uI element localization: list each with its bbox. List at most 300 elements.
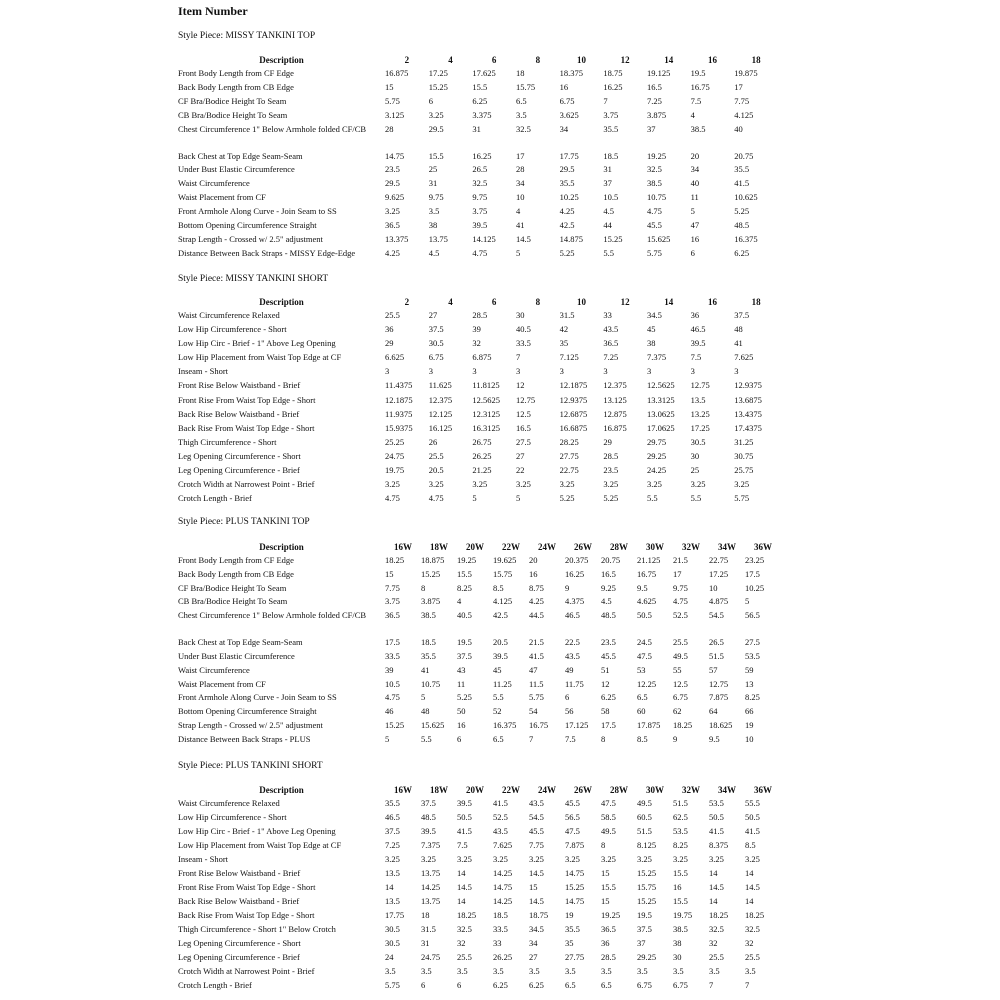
size-header: 20W	[466, 542, 484, 552]
table-row	[178, 235, 778, 249]
measurement-value: 41.5	[745, 826, 760, 836]
measurement-value: 51.5	[637, 826, 652, 836]
measurement-value: 4.875	[709, 596, 729, 607]
spec-table-missy-short	[178, 298, 778, 508]
measurement-value: 3.5	[529, 966, 540, 976]
measurement-value: 33	[603, 310, 612, 320]
table-row	[178, 207, 778, 221]
size-header: 6	[491, 55, 497, 65]
measurement-value: 8.375	[709, 840, 729, 850]
measurement-value: 3.875	[646, 109, 667, 120]
measurement-value: 12.75	[690, 380, 710, 391]
measurement-value: 19.625	[493, 555, 517, 565]
measurement-value: 45	[493, 664, 502, 675]
size-header: 2	[404, 55, 410, 65]
measurement-value: 14.25	[421, 882, 441, 892]
measurement-value: 31.5	[559, 310, 575, 320]
table-row	[178, 152, 778, 166]
measurement-value: 16.3125	[472, 422, 500, 433]
measurement-value: 16.25	[565, 568, 585, 579]
measurement-value: 13.75	[428, 233, 448, 244]
table-row	[178, 396, 778, 410]
measurement-value: 7.375	[646, 352, 667, 363]
measurement-value: 38	[428, 220, 438, 231]
measurement-value: 31	[603, 164, 612, 175]
measurement-value: 36.5	[385, 610, 400, 621]
measurement-value: 43.5	[529, 798, 544, 808]
table-row	[178, 325, 778, 339]
measurement-value: 41.5	[457, 826, 472, 836]
measurement-value: 4.5	[428, 247, 440, 258]
measurement-value: 51	[601, 664, 610, 675]
measurement-value: 58.5	[601, 812, 616, 822]
table-row	[178, 813, 781, 827]
measurement-value: 7.125	[559, 352, 579, 363]
measurement-value: 13.6875	[734, 394, 762, 405]
measurement-value: 3.5	[637, 966, 648, 976]
measurement-value: 15	[385, 568, 394, 579]
measurement-value: 13.3125	[646, 394, 675, 405]
measurement-value: 5.5	[690, 493, 702, 504]
table-row	[178, 570, 781, 584]
table-row	[178, 855, 781, 869]
size-header: 22W	[502, 785, 520, 795]
measurement-value: 23.5	[385, 164, 400, 175]
measurement-value: 5	[472, 493, 477, 504]
measurement-value: 10.25	[559, 192, 579, 203]
measurement-value: 53.5	[673, 826, 688, 836]
table-row	[178, 869, 781, 883]
table-row	[178, 735, 781, 749]
measurement-value: 29.5	[428, 123, 444, 134]
measurement-value: 12.375	[603, 380, 627, 391]
measurement-value: 8.5	[745, 840, 756, 850]
measurement-value: 18.5	[603, 150, 619, 161]
measurement-value: 41	[516, 220, 525, 231]
measurement-value: 7.25	[385, 840, 400, 850]
measurement-value: 3.5	[745, 966, 756, 976]
measurement-value: 19.75	[673, 910, 693, 920]
measurement-value: 7.5	[457, 840, 468, 850]
measurement-value: 4.75	[385, 692, 400, 703]
measurement-value: 50	[457, 706, 466, 717]
measurement-value: 9	[565, 582, 570, 593]
measurement-value: 35.5	[734, 164, 750, 175]
measurement-value: 49.5	[637, 798, 652, 808]
measurement-value: 10.75	[646, 192, 667, 203]
measurement-value: 52.5	[493, 812, 508, 822]
measurement-value: 49	[565, 664, 574, 675]
measurement-value: 3.25	[529, 854, 544, 864]
measurement-value: 3.25	[472, 479, 488, 490]
measurement-value: 27	[516, 450, 525, 461]
measurement-value: 9.75	[472, 192, 488, 203]
measurement-description: Strap Length - Crossed w/ 2.5" adjustment	[178, 719, 323, 730]
measurement-value: 16.375	[734, 233, 758, 244]
table-row	[178, 611, 781, 638]
measurement-value: 36	[690, 310, 700, 320]
measurement-value: 18.875	[421, 555, 445, 565]
measurement-value: 35	[565, 938, 574, 948]
section-label-plus-short: Style Piece: PLUS TANKINI SHORT	[178, 761, 323, 771]
measurement-value: 15.75	[637, 882, 657, 892]
table-row	[178, 883, 781, 897]
measurement-value: 48.5	[421, 812, 436, 822]
measurement-value: 6.5	[516, 95, 527, 106]
measurement-value: 31.5	[421, 924, 436, 934]
measurement-value: 14.875	[559, 233, 584, 244]
measurement-value: 9.75	[428, 192, 444, 203]
size-header: 26W	[574, 542, 592, 552]
measurement-value: 64	[709, 706, 718, 717]
measurement-value: 47.5	[601, 798, 616, 808]
measurement-value: 14.75	[493, 882, 513, 892]
measurement-value: 37	[637, 938, 646, 948]
measurement-value: 25.5	[457, 952, 472, 962]
measurement-value: 9.5	[709, 733, 720, 744]
table-row	[178, 827, 781, 841]
measurement-value: 14	[457, 868, 466, 878]
measurement-value: 16.75	[529, 719, 549, 730]
measurement-value: 50.5	[745, 812, 760, 822]
measurement-value: 3.5	[601, 966, 612, 976]
measurement-description: Low Hip Circ - Brief - 1" Above Leg Opening	[178, 826, 336, 836]
table-row	[178, 480, 778, 494]
measurement-value: 3	[472, 366, 477, 377]
measurement-value: 3.25	[673, 854, 688, 864]
measurement-value: 6	[690, 247, 695, 258]
size-header: 20W	[466, 785, 484, 795]
measurement-value: 32	[457, 938, 466, 948]
measurement-value: 7.75	[385, 582, 400, 593]
measurement-value: 15	[601, 896, 610, 906]
measurement-description: Thigh Circumference - Short	[178, 436, 277, 447]
measurement-value: 27.75	[559, 450, 579, 461]
measurement-value: 27	[529, 952, 538, 962]
measurement-value: 6.5	[493, 733, 504, 744]
measurement-value: 24.75	[421, 952, 441, 962]
measurement-value: 40	[734, 123, 743, 134]
table-row	[178, 353, 778, 367]
size-header: 30W	[646, 542, 664, 552]
description-header: Description	[259, 542, 304, 552]
measurement-value: 12.3125	[472, 408, 500, 419]
measurement-value: 19.125	[646, 68, 671, 78]
measurement-value: 8.75	[529, 582, 544, 593]
measurement-value: 3	[734, 366, 739, 377]
measurement-value: 3.5	[457, 966, 468, 976]
measurement-value: 47	[690, 220, 700, 231]
measurement-value: 32.5	[745, 924, 760, 934]
measurement-value: 5	[690, 206, 695, 217]
measurement-value: 38	[673, 938, 682, 948]
measurement-value: 60	[637, 706, 646, 717]
measurement-value: 13.5	[385, 868, 400, 878]
measurement-value: 32	[745, 938, 754, 948]
measurement-value: 18.25	[709, 910, 729, 920]
measurement-value: 9.625	[385, 192, 405, 203]
size-header: 34W	[718, 542, 736, 552]
measurement-description: Back Rise From Waist Top Edge - Short	[178, 422, 315, 433]
measurement-value: 50.5	[637, 610, 652, 621]
measurement-value: 32	[472, 338, 481, 349]
description-header: Description	[259, 785, 304, 795]
measurement-value: 3.75	[603, 109, 619, 120]
measurement-value: 9.25	[601, 582, 616, 593]
table-row	[178, 83, 778, 97]
measurement-value: 42	[559, 324, 569, 335]
measurement-value: 15.25	[637, 896, 657, 906]
measurement-value: 12.9375	[734, 380, 762, 391]
measurement-value: 39.5	[421, 826, 436, 836]
measurement-description: Crotch Width at Narrowest Point - Brief	[178, 479, 315, 490]
measurement-value: 8.5	[493, 582, 504, 593]
measurement-value: 28	[385, 123, 394, 134]
measurement-value: 15.5	[673, 896, 688, 906]
measurement-value: 53	[637, 664, 646, 675]
measurement-description: Front Armhole Along Curve - Join Seam to SS	[178, 206, 337, 217]
measurement-value: 12	[516, 380, 525, 391]
measurement-value: 13.4375	[734, 408, 762, 419]
table-row	[178, 897, 781, 911]
measurement-value: 3.25	[428, 109, 444, 120]
measurement-value: 3.25	[709, 854, 724, 864]
measurement-value: 4.75	[673, 596, 688, 607]
measurement-value: 14.75	[565, 868, 585, 878]
measurement-value: 47.5	[637, 650, 652, 661]
table-row	[178, 165, 778, 179]
measurement-description: Waist Placement from CF	[178, 192, 266, 203]
size-header: 18W	[430, 785, 448, 795]
measurement-value: 3.5	[673, 966, 684, 976]
measurement-value: 30	[673, 952, 682, 962]
measurement-value: 38.5	[673, 924, 688, 934]
measurement-value: 3.25	[601, 854, 616, 864]
measurement-value: 6	[457, 980, 462, 990]
size-header: 18W	[430, 542, 448, 552]
measurement-value: 10	[709, 582, 718, 593]
measurement-value: 4	[690, 109, 695, 120]
measurement-value: 14.25	[493, 896, 513, 906]
measurement-value: 11.4375	[385, 380, 413, 391]
measurement-value: 6.75	[673, 980, 688, 990]
table-row	[178, 221, 778, 235]
size-header: 4	[448, 55, 453, 65]
measurement-value: 19.5	[690, 68, 706, 78]
measurement-value: 14.5	[529, 868, 544, 878]
measurement-value: 7	[516, 352, 521, 363]
measurement-value: 45	[646, 324, 656, 335]
measurement-value: 32.5	[516, 123, 531, 134]
size-header: 16W	[394, 785, 412, 795]
measurement-description: CB Bra/Bodice Height To Seam	[178, 109, 288, 120]
measurement-value: 13.0625	[646, 408, 675, 419]
measurement-value: 54	[529, 706, 538, 717]
measurement-value: 18.5	[421, 637, 436, 648]
measurement-value: 22.75	[559, 465, 579, 476]
measurement-value: 48	[421, 706, 430, 717]
measurement-value: 18.625	[709, 719, 733, 730]
measurement-value: 14.125	[472, 233, 496, 244]
measurement-value: 5.25	[734, 206, 750, 217]
measurement-value: 51.5	[673, 798, 688, 808]
measurement-value: 12.1875	[385, 394, 413, 405]
measurement-value: 3.25	[385, 206, 400, 217]
measurement-value: 23.5	[603, 465, 619, 476]
measurement-value: 3.25	[493, 854, 508, 864]
table-row	[178, 69, 778, 83]
measurement-value: 17.0625	[646, 422, 675, 433]
measurement-description: Back Chest at Top Edge Seam-Seam	[178, 150, 303, 161]
measurement-value: 43.5	[565, 650, 580, 661]
measurement-value: 23.5	[601, 637, 616, 648]
measurement-value: 14.75	[385, 150, 405, 161]
table-row	[178, 179, 778, 193]
measurement-value: 14	[709, 868, 718, 878]
size-header: 10	[576, 297, 586, 307]
measurement-value: 56	[565, 706, 574, 717]
measurement-value: 25.5	[673, 637, 688, 648]
table-row	[178, 452, 778, 466]
section-label-plus-top: Style Piece: PLUS TANKINI TOP	[178, 517, 310, 527]
measurement-value: 49.5	[673, 650, 688, 661]
measurement-value: 10.25	[745, 582, 765, 593]
size-header: 12	[620, 297, 630, 307]
measurement-value: 6.5	[637, 692, 648, 703]
measurement-value: 7	[709, 980, 714, 990]
measurement-value: 3.25	[603, 479, 619, 490]
measurement-description: CB Bra/Bodice Height To Seam	[178, 596, 288, 607]
measurement-value: 62.5	[673, 812, 688, 822]
measurement-value: 29.25	[646, 450, 667, 461]
table-row	[178, 381, 778, 395]
table-row	[178, 438, 778, 452]
measurement-description: CF Bra/Bodice Height To Seam	[178, 582, 287, 593]
measurement-value: 3.25	[385, 479, 400, 490]
measurement-description: Low Hip Placement from Waist Top Edge at CF	[178, 840, 342, 850]
measurement-value: 38.5	[421, 610, 436, 621]
measurement-value: 12.25	[637, 678, 657, 689]
spec-table-plus-top	[178, 543, 781, 749]
measurement-value: 13	[745, 678, 754, 689]
measurement-value: 15	[529, 882, 538, 892]
measurement-value: 18	[516, 68, 525, 78]
measurement-value: 46.5	[565, 610, 580, 621]
measurement-value: 11.25	[493, 678, 512, 689]
measurement-value: 25.5	[745, 952, 760, 962]
measurement-value: 10	[745, 733, 754, 744]
measurement-value: 19	[565, 910, 574, 920]
measurement-value: 6.25	[493, 980, 508, 990]
measurement-value: 19.5	[457, 637, 472, 648]
measurement-value: 30.5	[385, 924, 400, 934]
measurement-description: Front Rise Below Waistband - Brief	[178, 868, 301, 878]
measurement-value: 16	[559, 81, 569, 92]
table-row	[178, 193, 778, 207]
measurement-value: 17.25	[709, 568, 729, 579]
measurement-value: 27	[428, 310, 438, 320]
measurement-value: 13.375	[385, 233, 409, 244]
measurement-description: Waist Circumference Relaxed	[178, 310, 280, 320]
measurement-value: 48.5	[601, 610, 616, 621]
measurement-value: 15	[385, 81, 394, 92]
measurement-value: 25	[690, 465, 700, 476]
measurement-value: 17	[673, 568, 682, 579]
size-header: 34W	[718, 785, 736, 795]
measurement-description: Inseam - Short	[178, 366, 229, 377]
measurement-value: 7.25	[603, 352, 619, 363]
measurement-value: 6.75	[559, 95, 575, 106]
measurement-value: 12.1875	[559, 380, 588, 391]
table-row	[178, 680, 781, 694]
measurement-description: Back Rise Below Waistband - Brief	[178, 896, 300, 906]
measurement-value: 3.25	[457, 854, 472, 864]
measurement-value: 6.25	[734, 247, 750, 258]
measurement-value: 32	[709, 938, 718, 948]
measurement-value: 7.625	[734, 352, 754, 363]
measurement-value: 32.5	[709, 924, 724, 934]
measurement-value: 12.875	[603, 408, 627, 419]
table-row	[178, 939, 781, 953]
measurement-value: 20.5	[428, 465, 444, 476]
measurement-value: 5.75	[646, 247, 662, 258]
measurement-value: 5.75	[385, 95, 400, 106]
measurement-value: 3.75	[385, 596, 400, 607]
measurement-value: 62	[673, 706, 682, 717]
measurement-value: 4.25	[385, 247, 400, 258]
measurement-value: 33.5	[516, 338, 531, 349]
measurement-description: Distance Between Back Straps - MISSY Edge-Edge	[178, 247, 356, 258]
measurement-value: 18.75	[603, 68, 623, 78]
measurement-value: 20.375	[565, 555, 589, 565]
measurement-value: 24	[385, 952, 394, 962]
measurement-value: 7	[603, 95, 608, 106]
measurement-value: 6.5	[565, 980, 576, 990]
table-row	[178, 339, 778, 353]
measurement-value: 50.5	[709, 812, 724, 822]
measurement-value: 41.5	[529, 650, 544, 661]
table-row	[178, 424, 778, 438]
measurement-value: 7.875	[565, 840, 585, 850]
measurement-value: 55.5	[745, 798, 760, 808]
table-row	[178, 125, 778, 152]
size-header: 18	[751, 297, 761, 307]
measurement-value: 23.25	[745, 555, 765, 565]
measurement-value: 30.75	[734, 450, 754, 461]
measurement-value: 3	[385, 366, 390, 377]
measurement-value: 7	[745, 980, 750, 990]
measurement-value: 16.875	[385, 68, 409, 78]
table-row	[178, 410, 778, 424]
measurement-value: 45.5	[529, 826, 544, 836]
measurement-value: 13.75	[421, 896, 441, 906]
measurement-value: 11.5	[529, 678, 544, 689]
measurement-value: 12.125	[428, 408, 453, 419]
measurement-description: Leg Opening Circumference - Short	[178, 450, 301, 461]
measurement-value: 33.5	[385, 650, 400, 661]
measurement-value: 40.5	[516, 324, 531, 335]
measurement-value: 14	[745, 868, 754, 878]
measurement-value: 34	[516, 178, 525, 189]
measurement-value: 54.5	[529, 812, 544, 822]
measurement-value: 12.6875	[559, 408, 588, 419]
measurement-value: 6.25	[472, 95, 488, 106]
measurement-value: 30.5	[385, 938, 400, 948]
measurement-value: 6.25	[529, 980, 544, 990]
measurement-value: 39	[385, 664, 394, 675]
measurement-description: Front Rise From Waist Top Edge - Short	[178, 882, 316, 892]
size-header: 24W	[538, 542, 556, 552]
